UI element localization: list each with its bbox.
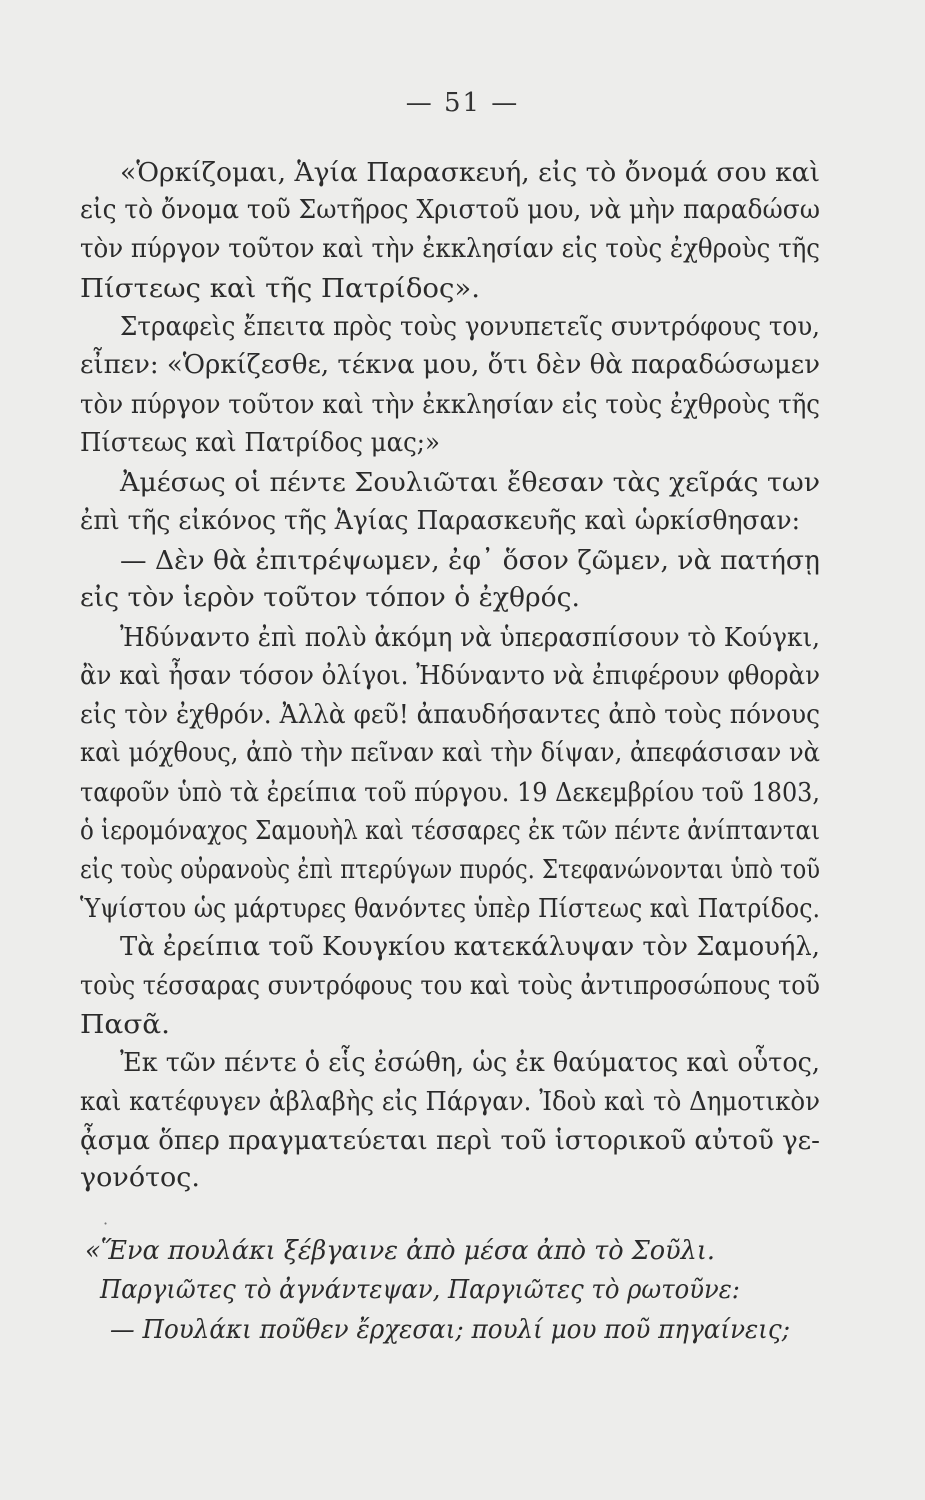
text-line: εἶπεν: «Ὁρκίζεσθε, τέκνα μου, ὅτι δὲν θὰ παραδώσωμεν <box>80 350 821 380</box>
text-line: Πίστεως καὶ Πατρίδος μας;» <box>80 428 440 458</box>
text-line: εἰς τοὺς οὐρανοὺς ἐπὶ πτερύγων πυρός. Στεφανώνονται ὑπὸ τοῦ <box>80 855 820 885</box>
text-line: «Ὁρκίζομαι, Ἁγία Παρασκευή, εἰς τὸ ὄνομά σου καὶ <box>120 158 820 188</box>
text-line: καὶ κατέφυγεν ἀβλαβὴς εἰς Πάργαν. Ἰδοὺ καὶ τὸ Δημοτικὸν <box>80 1087 820 1117</box>
text-line: Ἠδύναντο ἐπὶ πολὺ ἀκόμη νὰ ὑπερασπίσουν τὸ Κούγκι, <box>120 623 820 653</box>
text-line: Ὑψίστου ὡς μάρτυρες θανόντες ὑπὲρ Πίστεως καὶ Πατρίδος. <box>80 894 821 924</box>
text-line: Πίστεως καὶ τῆς Πατρίδος». <box>80 274 481 304</box>
text-line: ᾆσμα ὅπερ πραγματεύεται περὶ τοῦ ἱστορικοῦ αὐτοῦ γε- <box>80 1126 820 1156</box>
text-line: Τὰ ἐρείπια τοῦ Κουγκίου κατεκάλυψαν τὸν Σαμουήλ, <box>120 932 821 962</box>
text-line: Ἐκ τῶν πέντε ὁ εἷς ἐσώθη, ὡς ἐκ θαύματος καὶ οὗτος, <box>120 1048 821 1078</box>
text-line: ἐπὶ τῆς εἰκόνος τῆς Ἁγίας Παρασκευῆς καὶ ὡρκίσθησαν: <box>80 506 801 536</box>
text-line: Πασᾶ. <box>80 1010 170 1040</box>
text-line: ταφοῦν ὑπὸ τὰ ἐρείπια τοῦ πύργου. 19 Δεκεμβρίου τοῦ 1803, <box>80 778 821 808</box>
text-line: ὁ ἱερομόναχος Σαμουὴλ καὶ τέσσαρες ἐκ τῶν πέντε ἀνίπτανται <box>80 816 820 846</box>
text-line: Ἀμέσως οἱ πέντε Σουλιῶται ἔθεσαν τὰς χεῖράς των <box>120 468 820 498</box>
verse-line: «Ἕνα πουλάκι ξέβγαινε ἀπὸ μέσα ἀπὸ τὸ Σοῦλι. <box>85 1236 715 1266</box>
verse-line: — Πουλάκι ποῦθεν ἔρχεσαι; πουλί μου ποῦ πηγαίνεις; <box>110 1315 791 1345</box>
text-line: εἰς τὸ ὄνομα τοῦ Σωτῆρος Χριστοῦ μου, νὰ μὴν παραδώσω <box>80 195 821 225</box>
text-line: εἰς τὸν ἐχθρόν. Ἀλλὰ φεῦ! ἀπαυδήσαντες ἀπὸ τοὺς πόνους <box>80 700 820 730</box>
text-line: — Δὲν θὰ ἐπιτρέψωμεν, ἐφ᾽ ὅσον ζῶμεν, νὰ πατήσῃ <box>120 546 820 576</box>
text-line: εἰς τὸν ἱερὸν τοῦτον τόπον ὁ ἐχθρός. <box>80 583 580 613</box>
text-line: ἂν καὶ ἦσαν τόσον ὀλίγοι. Ἠδύναντο νὰ ἐπιφέρουν φθορὰν <box>80 661 821 691</box>
verse-line: Παργιῶτες τὸ ἀγνάντεψαν, Παργιῶτες τὸ ρωτοῦνε: <box>100 1275 740 1305</box>
stray-mark: · <box>103 1214 109 1233</box>
text-line: τὸν πύργον τοῦτον καὶ τὴν ἐκκλησίαν εἰς τοὺς ἐχθροὺς τῆς <box>80 390 821 420</box>
page-number: — 51 — <box>405 88 520 118</box>
text-line: τὸν πύργον τοῦτον καὶ τὴν ἐκκλησίαν εἰς τοὺς ἐχθροὺς τῆς <box>80 234 821 264</box>
text-line: γονότος. <box>80 1163 200 1193</box>
text-line: καὶ μόχθους, ἀπὸ τὴν πεῖναν καὶ τὴν δίψαν, ἀπεφάσισαν νὰ <box>80 738 820 768</box>
text-line: Στραφεὶς ἔπειτα πρὸς τοὺς γονυπετεῖς συντρόφους του, <box>120 312 820 342</box>
text-line: τοὺς τέσσαρας συντρόφους του καὶ τοὺς ἀντιπροσώπους τοῦ <box>80 971 820 1001</box>
